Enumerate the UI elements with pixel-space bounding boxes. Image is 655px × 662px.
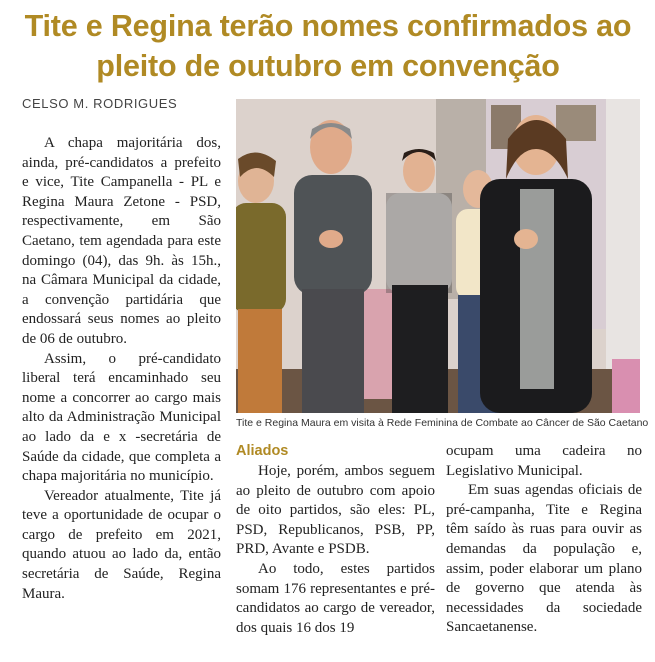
paragraph: Vereador atualmente, Tite já teve a oportunidade de ocupar o cargo de prefeito em 2021, quando atuou ao lado da, então secretária de Saúde, Regina Maura. bbox=[22, 487, 221, 602]
byline: CELSO M. RODRIGUES bbox=[22, 96, 178, 111]
article-photo bbox=[236, 99, 640, 413]
paragraph: Hoje, porém, ambos seguem ao pleito de outubro com apoio de oito partidos, são eles: PL, PSD, Republicanos, PSB, PP, PRD, Avante e PSDB. bbox=[236, 463, 435, 558]
headline: Tite e Regina terão nomes confirmados ao pleito de outubro em convenção bbox=[24, 9, 632, 83]
paragraph: Ao todo, estes partidos somam 176 representantes e pré-candidatos ao cargo de vereador, dos quais 16 dos 19 bbox=[236, 560, 435, 636]
column-2 bbox=[236, 442, 435, 638]
column-1 bbox=[22, 134, 221, 604]
paragraph: Em suas agendas oficiais de pré-campanha, Tite e Regina têm saído às ruas para ouvir as demandas da população e, assim, poder elaborar um plano de governo que atenda às necessidades da sociedade Sancaetanense. bbox=[446, 482, 642, 636]
photo-caption: Tite e Regina Maura em visita à Rede Feminina de Combate ao Câncer de São Caetano bbox=[236, 417, 649, 429]
paragraph: Assim, o pré-candidato liberal terá encaminhado seu nome a concorrer ao cargo mais alto da Administração Municipal ao lado da e x -secretária de Saúde da cidade, que completa a chapa majoritária no município. bbox=[22, 350, 221, 485]
section-subhead: Aliados bbox=[236, 443, 289, 459]
paragraph: ocupam uma cadeira no Legislativo Municipal. bbox=[446, 443, 642, 479]
paragraph: A chapa majoritária dos, ainda, pré-candidatos a prefeito e vice, Tite Campanella - PL e Regina Maura Zetone - PSD, respectivamente, em São Caetano, tem agendada para este domingo (04), das 9h. às 15h., na Câmara Municipal da cidade, a convenção partidária que endossará seus nomes ao pleito de 06 de outubro. bbox=[22, 135, 221, 347]
column-3 bbox=[446, 442, 642, 638]
